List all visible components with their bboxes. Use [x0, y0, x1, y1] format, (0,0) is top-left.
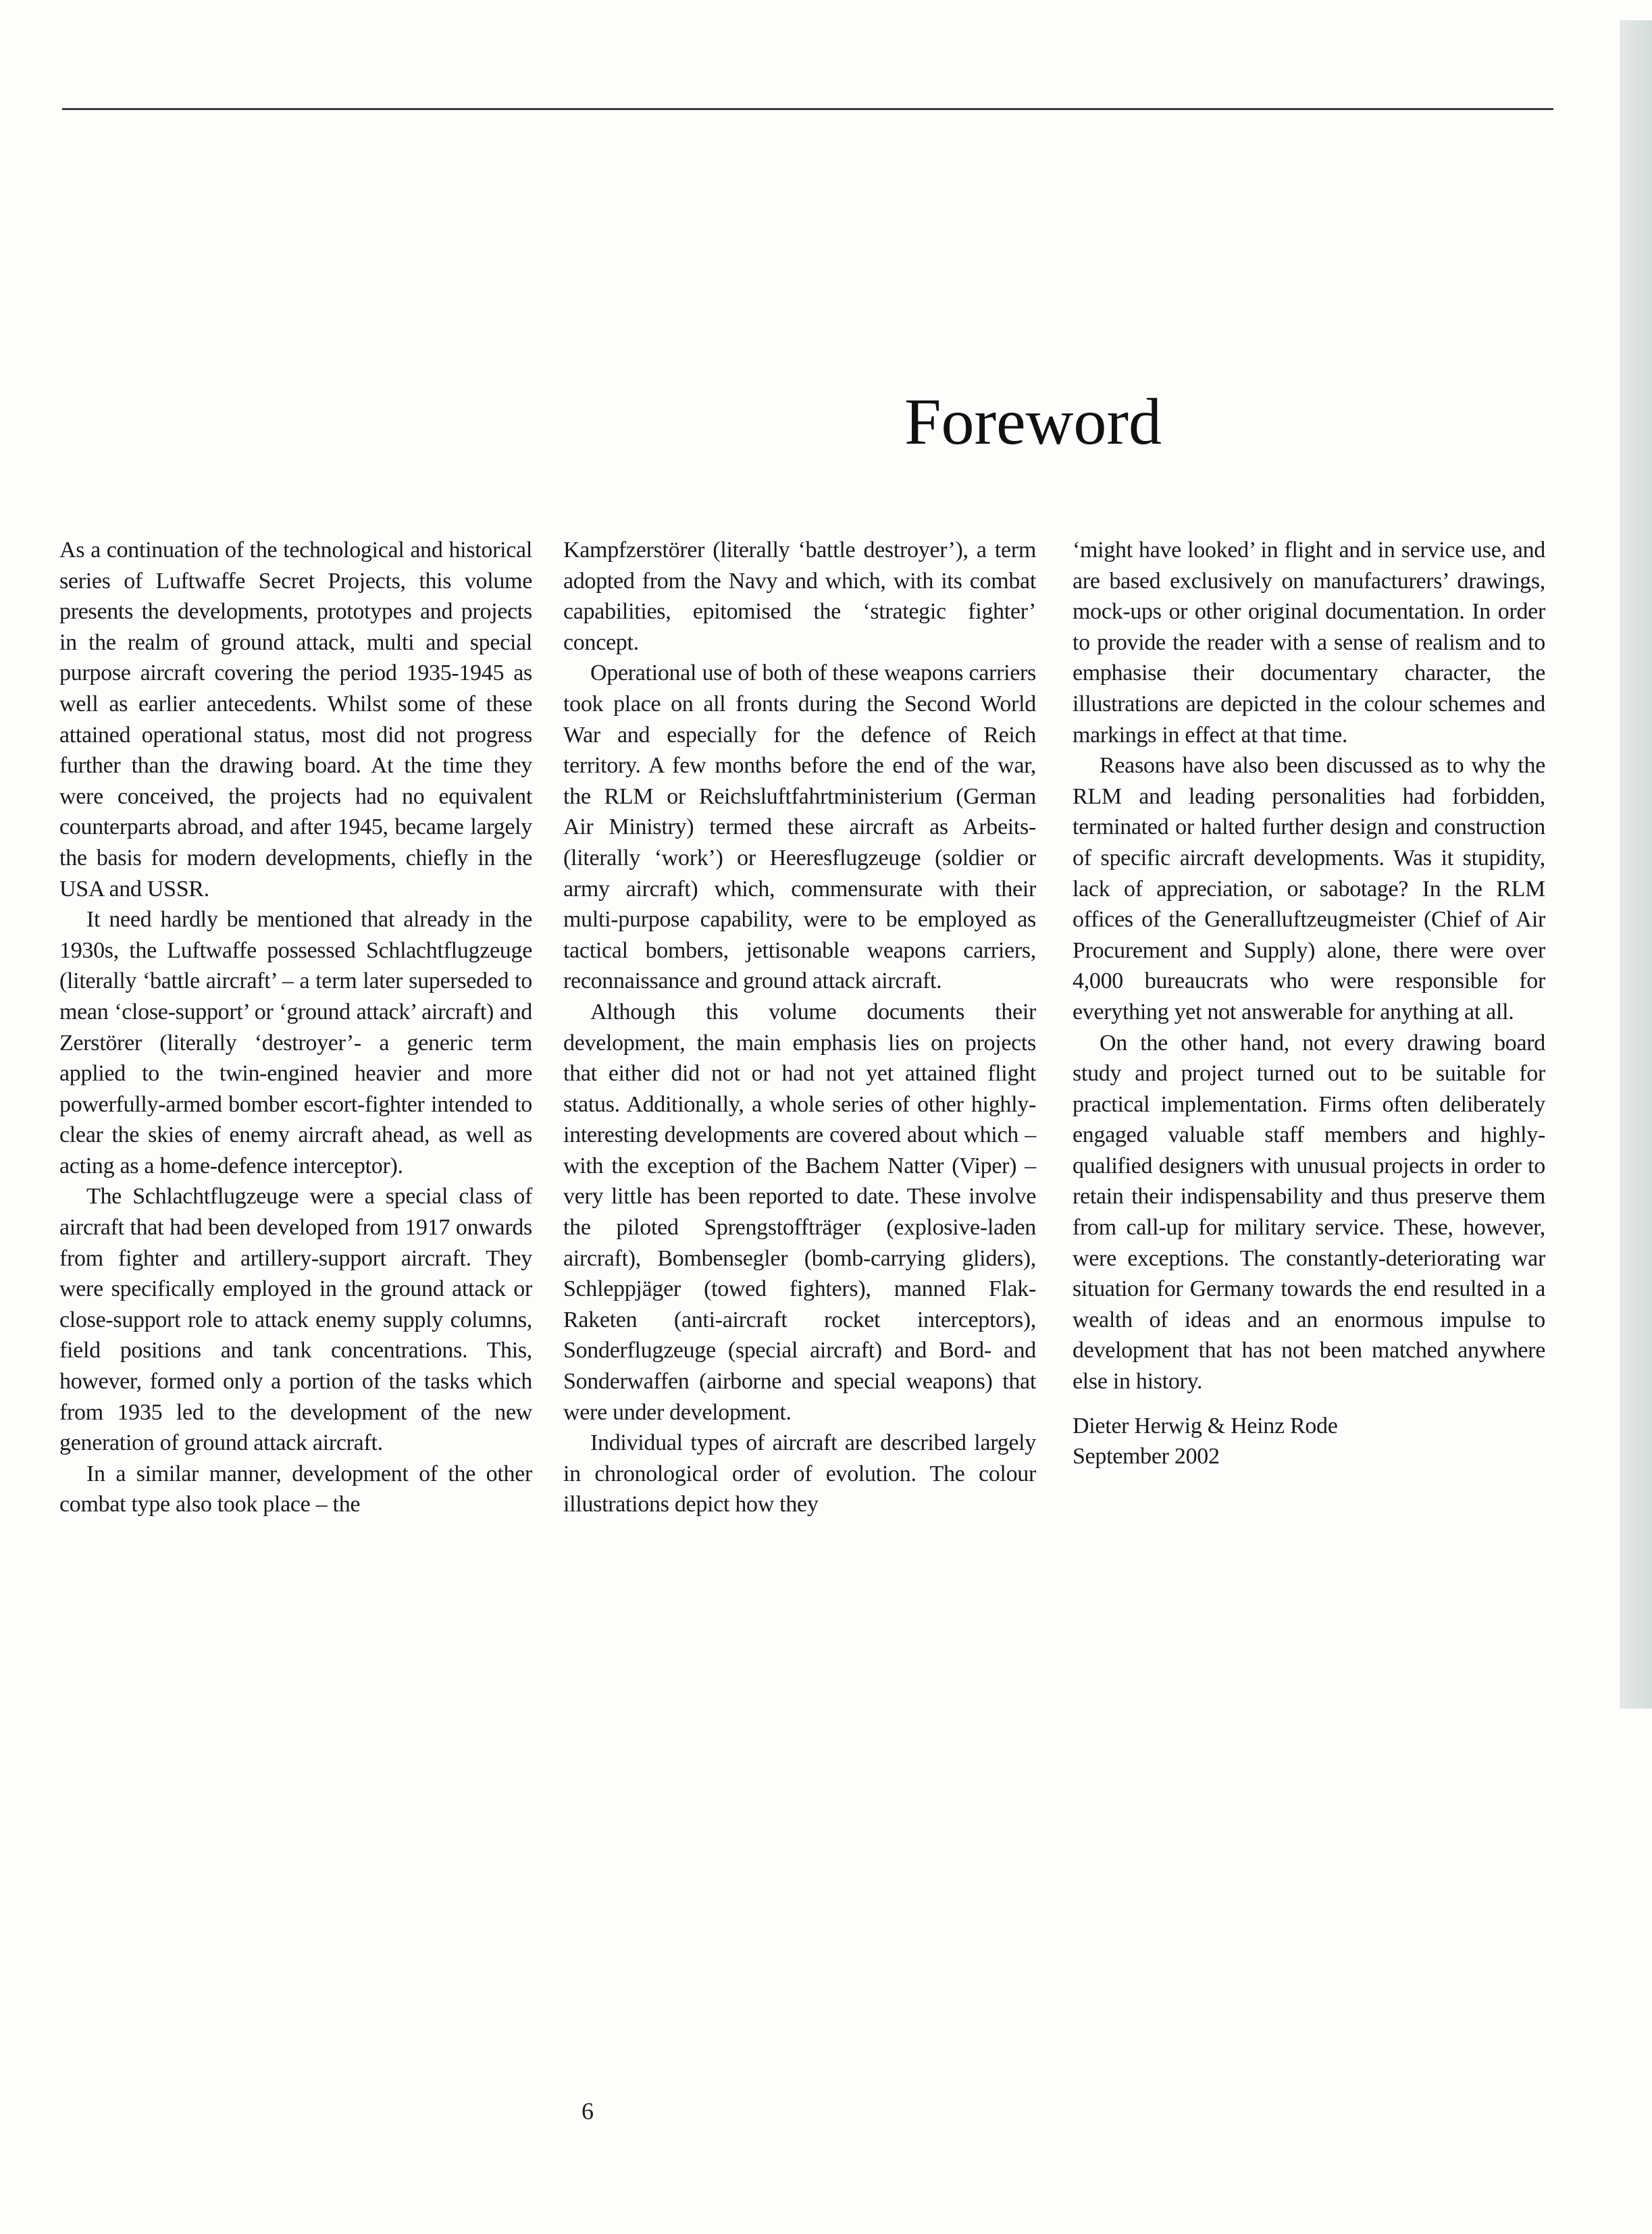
signature-authors: Dieter Herwig & Heinz Rode: [1073, 1413, 1338, 1438]
paragraph: ‘might have looked’ in flight and in service use, and are based exclusively on manufacturers’ drawings, mock-ups or other original documentation. In order to provide the reader with a sense of realism and to emphasise their documentary character, the illustrations are depicted in the colour schemes and markings in effect at that time.: [1073, 538, 1545, 748]
paragraph: Operational use of both of these weapons carriers took place on all fronts during the Second World War and especially for the defence of Reich territory. A few months before the end of the war, the RLM or Reichsluftfahrtministerium (German Air Ministry) termed these aircraft as Arbeits- (literally ‘work’) or Heeresflugzeuge (soldier or army aircraft) which, commensurate with their multi-purpose capability, were to be employed as tactical bombers, jettisonable weapons carriers, reconnaissance and ground attack aircraft.: [563, 660, 1036, 994]
paragraph: It need hardly be mentioned that already in the 1930s, the Luftwaffe possessed Schlachtflugzeuge (literally ‘battle aircraft’ – a term later superseded to mean ‘close-support’ or ‘ground attack’ aircraft) and Zerstörer (literally ‘destroyer’- a generic term applied to the twin-engined heavier and more powerfully-armed bomber escort-fighter intended to clear the skies of enemy aircraft ahead, as well as acting as a home-defence interceptor).: [59, 907, 532, 1178]
paragraph: The Schlachtflugzeuge were a special class of aircraft that had been developed from 1917 onwards from fighter and artillery-support aircraft. They were specifically employed in the ground attack or close-support role to attack enemy supply columns, field positions and tank concentrations. This, however, formed only a portion of the tasks which from 1935 led to the development of the new generation of ground attack aircraft.: [59, 1184, 532, 1456]
text-column-1: [59, 535, 532, 1520]
text-column-3: [1073, 535, 1545, 1472]
paragraph: Although this volume documents their development, the main emphasis lies on projects that either did not or had not yet attained flight status. Additionally, a whole series of other highly-interesting developments are covered about which – with the exception of the Bachem Natter (Viper) – very little has been reported to date. These involve the piloted Sprengstoffträger (explosive-laden aircraft), Bombensegler (bomb-carrying gliders), Schleppjäger (towed fighters), manned Flak-Raketen (anti-aircraft rocket interceptors), Sonderflugzeuge (special aircraft) and Bord- and Sonderwaffen (airborne and special weapons) that were under development.: [563, 999, 1036, 1425]
page-title: Foreword: [904, 386, 1162, 459]
top-rule: [62, 108, 1553, 110]
signature-date: September 2002: [1073, 1444, 1220, 1470]
signature-block: [1073, 1411, 1545, 1472]
paragraph: On the other hand, not every drawing board study and project turned out to be suitable for practical implementation. Firms often deliberately engaged valuable staff members and highly-qualified designers with unusual projects in order to retain their indispensability and thus preserve them from call-up for military service. These, however, were exceptions. The constantly-deteriorating war situation for Germany towards the end resulted in a wealth of ideas and an enormous impulse to development that has not been matched anywhere else in history.: [1073, 1030, 1545, 1395]
paragraph: Reasons have also been discussed as to why the RLM and leading personalities had forbidden, terminated or halted further design and construction of specific aircraft developments. Was it stupidity, lack of appreciation, or sabotage? In the RLM offices of the Generalluftzeugmeister (Chief of Air Procurement and Supply) alone, there were over 4,000 bureaucrats who were responsible for everything yet not answerable for anything at all.: [1073, 753, 1545, 1024]
paragraph: In a similar manner, development of the other combat type also took place – the: [59, 1461, 532, 1517]
paragraph: Individual types of aircraft are described largely in chronological order of evolution. The colour illustrations depict how they: [563, 1430, 1036, 1517]
text-column-2: [563, 535, 1036, 1520]
page-edge-shadow: [1620, 20, 1652, 1709]
page-number: 6: [582, 2098, 594, 2125]
paragraph: As a continuation of the technological and historical series of Luftwaffe Secret Projects, this volume presents the developments, prototypes and projects in the realm of ground attack, multi and special purpose aircraft covering the period 1935-1945 as well as earlier antecedents. Whilst some of these attained operational status, most did not progress further than the drawing board. At the time they were conceived, the projects had no equivalent counterparts abroad, and after 1945, became largely the basis for modern developments, chiefly in the USA and USSR.: [59, 538, 532, 902]
paragraph: Kampfzerstörer (literally ‘battle destroyer’), a term adopted from the Navy and which, with its combat capabilities, epitomised the ‘strategic fighter’ concept.: [563, 538, 1036, 655]
